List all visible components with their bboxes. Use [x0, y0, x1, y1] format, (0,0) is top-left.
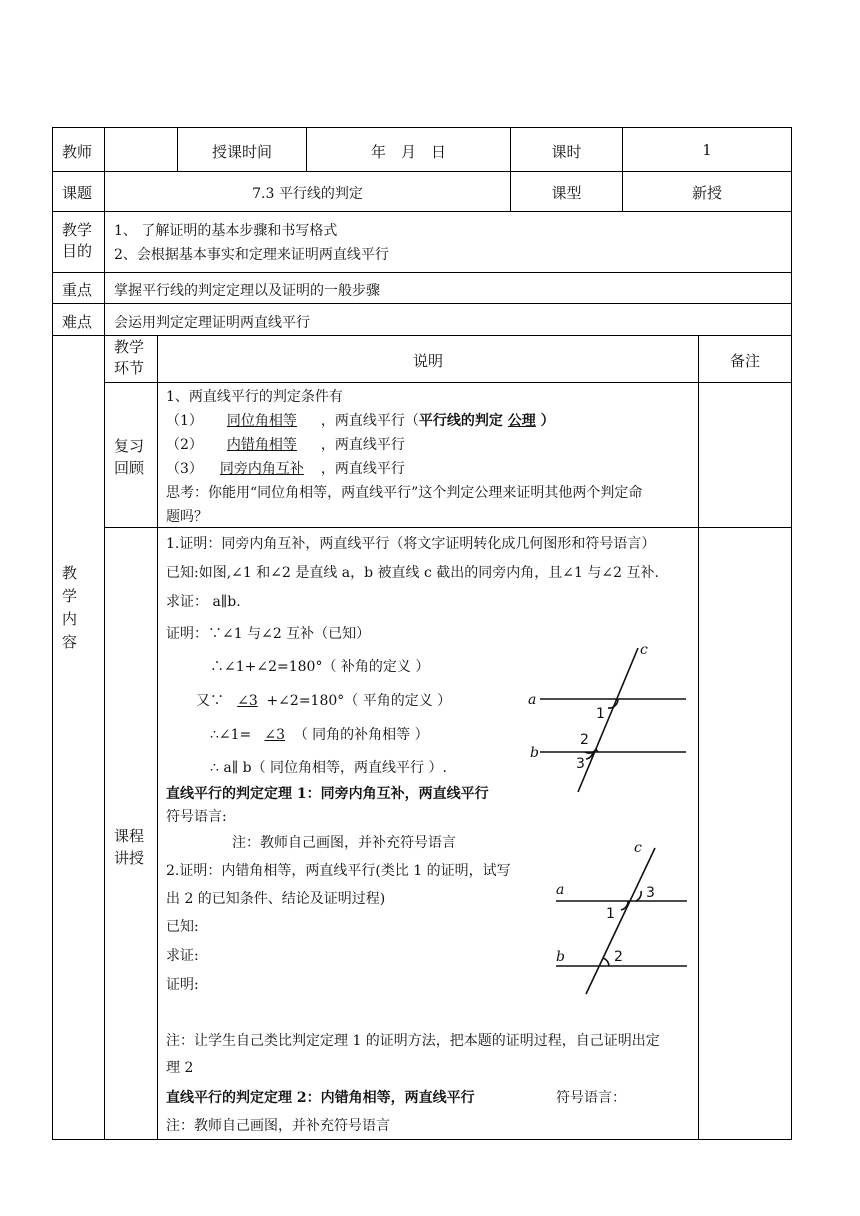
fig2-label-3: 3 — [646, 885, 655, 901]
review-title: 1、两直线平行的判定条件有 — [166, 389, 343, 405]
proof-label: 证明: — [166, 977, 199, 993]
fig2-line-c — [586, 848, 655, 994]
p1-prove: 求证： a∥b. — [166, 594, 241, 610]
note-2-cont: 理 2 — [166, 1060, 194, 1076]
note-1: 注：教师自己画图，并补充符号语言 — [232, 835, 456, 851]
date-text: 年 月 日 — [370, 143, 446, 161]
period-value: 1 — [702, 141, 712, 159]
time-label: 授课时间 — [211, 143, 272, 161]
review-think-cont: 题吗？ — [166, 509, 208, 525]
fig1-line-c — [578, 648, 638, 792]
p1-proof-head: 证明：∵∠1 与∠2 互补（已知） — [166, 626, 371, 642]
notes-column-header: 备注 — [729, 352, 760, 370]
note-3: 注：教师自己画图，并补充符号语言 — [166, 1118, 390, 1134]
topic-value: 7.3 平行线的判定 — [252, 186, 363, 202]
fig2-angle-2-arc — [603, 958, 609, 966]
figure-1-diagram — [520, 640, 700, 805]
proof-step-4: ∴ a∥ b（ 同位角相等，两直线平行 ）. — [210, 760, 447, 776]
difficulty-label: 难点 — [62, 313, 93, 331]
proof-step-1: ∴∠1+∠2=180°（ 补角的定义 ） — [210, 659, 430, 675]
given-label: 已知: — [166, 919, 199, 935]
fig2-angle-3-arc — [636, 891, 641, 901]
fig2-label-1: 1 — [606, 906, 615, 922]
type-label: 课型 — [551, 184, 582, 202]
p1-given: 已知:如图,∠1 和∠2 是直线 a，b 被直线 c 截出的同旁内角，且∠1 与∠2 互补. — [166, 565, 659, 581]
p2-title: 2.证明：内错角相等，两直线平行(类比 1 的证明，试写 — [166, 863, 511, 879]
fig1-label-2: 2 — [580, 732, 589, 748]
symbol-language-label: 符号语言: — [166, 809, 227, 825]
goal-item-2: 2、会根据基本事实和定理来证明两直线平行 — [114, 247, 389, 263]
desc-column-header: 说明 — [412, 352, 443, 370]
theorem-2: 直线平行的判定定理 2：内错角相等，两直线平行 — [166, 1090, 475, 1106]
stage-column-header: 教学环节 — [114, 338, 145, 377]
fig2-label-b: b — [556, 949, 565, 965]
review-think: 思考：你能用“同位角相等，两直线平行”这个判定公理来证明其他两个判定命 — [166, 485, 643, 501]
p2-title-cont: 出 2 的已知条件、结论及证明过程) — [166, 891, 386, 907]
p1-title: 1.证明：同旁内角互补，两直线平行（将文字证明转化成几何图形和符号语言） — [166, 536, 656, 552]
teacher-label: 教师 — [62, 143, 93, 161]
lecture-stage: 课程讲授 — [114, 827, 145, 867]
fig1-label-b: b — [530, 745, 539, 761]
proof-step-2: 又∵ ∠3+∠2=180°（ 平角的定义 ） — [196, 693, 452, 709]
fig2-label-c: c — [634, 840, 642, 856]
goals-label: 教学目的 — [62, 221, 93, 260]
period-label: 课时 — [551, 143, 582, 161]
content-label: 教学内容 — [62, 564, 78, 651]
fig1-label-a: a — [528, 692, 537, 708]
symbol-language-label-2: 符号语言： — [556, 1090, 626, 1106]
review-item-2: （2） 内错角相等 ，两直线平行 — [166, 437, 405, 453]
topic-label: 课题 — [62, 184, 93, 202]
fig1-label-1: 1 — [596, 706, 605, 722]
proof-step-3: ∴∠1= ∠3（ 同角的补角相等 ） — [210, 727, 429, 743]
fig1-label-3: 3 — [576, 756, 585, 772]
type-value: 新授 — [691, 184, 722, 202]
note-2: 注：让学生自己类比判定定理 1 的证明方法，把本题的证明过程，自己证明出定 — [166, 1033, 660, 1049]
goal-item-1: 1、 了解证明的基本步骤和书写格式 — [114, 223, 338, 239]
fig2-label-a: a — [556, 882, 565, 898]
review-stage: 复习回顾 — [114, 437, 145, 477]
prove-label: 求证: — [166, 948, 199, 964]
review-item-3: （3） 同旁内角互补 ，两直线平行 — [166, 461, 405, 477]
key-point-text: 掌握平行线的判定定理以及证明的一般步骤 — [114, 283, 380, 299]
fig1-label-c: c — [640, 642, 648, 658]
review-item-1: （1） 同位角相等 ，两直线平行（平行线的判定 公理 ） — [166, 413, 555, 429]
theorem-1: 直线平行的判定定理 1：同旁内角互补，两直线平行 — [166, 786, 489, 802]
difficulty-text: 会运用判定定理证明两直线平行 — [114, 315, 310, 331]
fig2-label-2: 2 — [614, 949, 623, 965]
figure-2-diagram — [548, 838, 693, 1000]
key-point-label: 重点 — [62, 281, 93, 299]
